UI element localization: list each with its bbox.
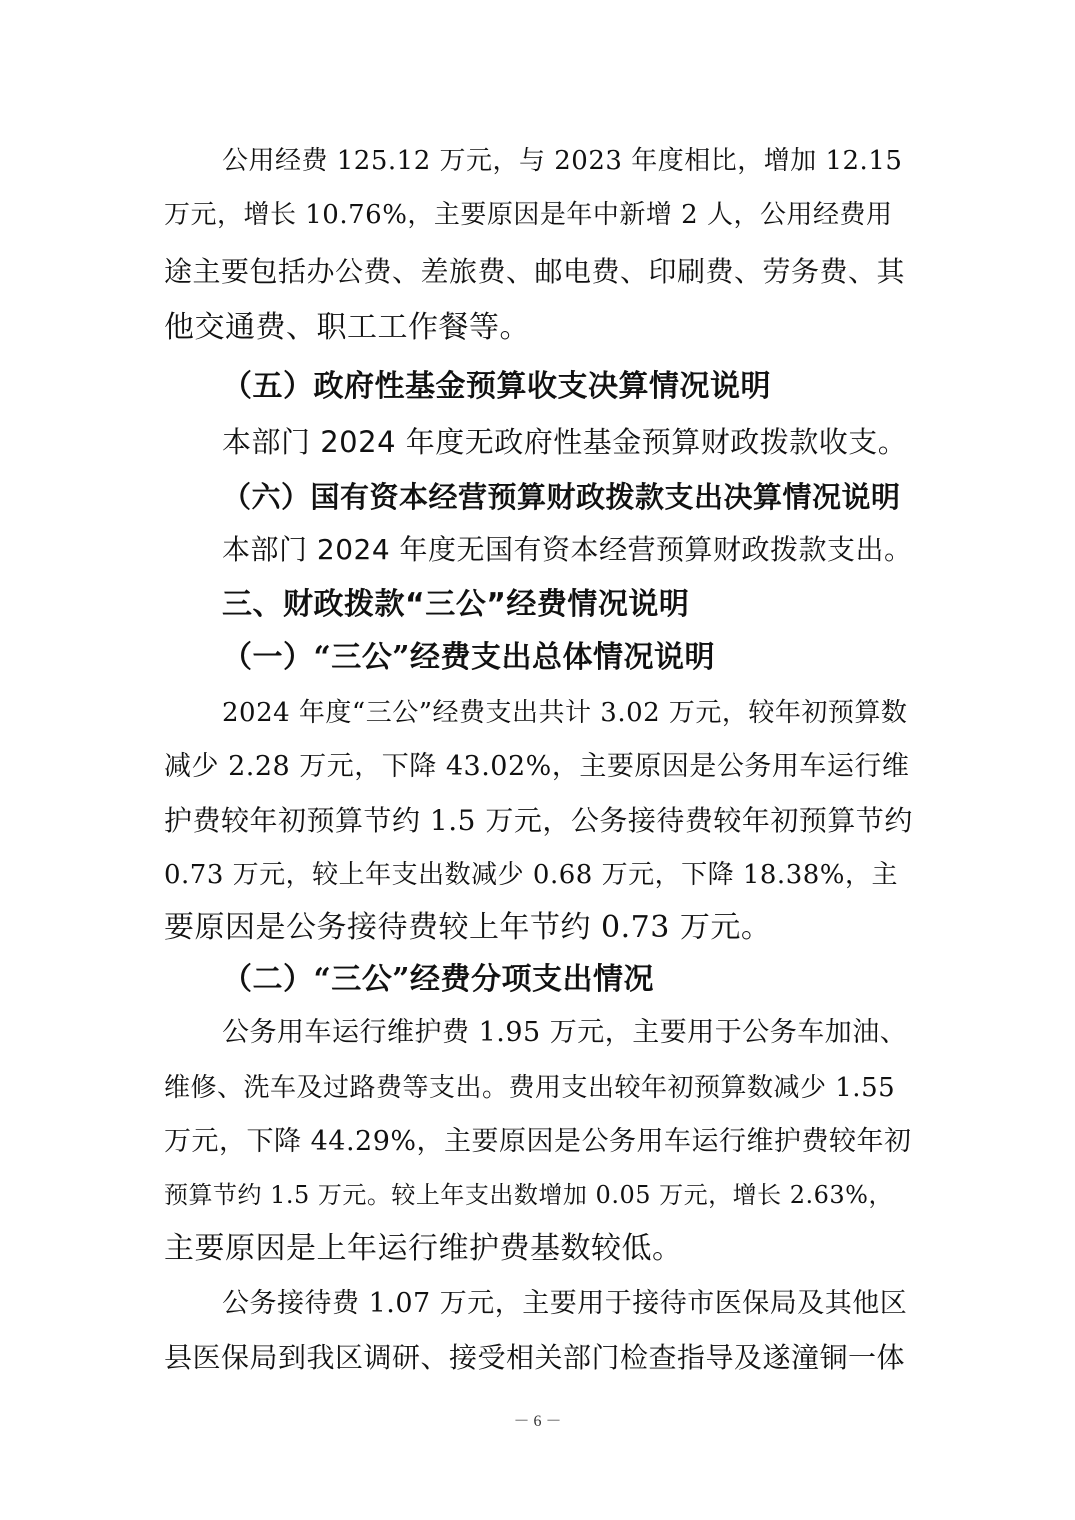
paragraph-line: 护费较年初预算节约 1.5 万元，公务接待费较年初预算节约 [164,804,913,837]
paragraph-line: 维修、洗车及过路费等支出。费用支出较年初预算数减少 1.55 [164,1073,896,1103]
paragraph-line: 公务用车运行维护费 1.95 万元，主要用于公务车加油、 [222,1017,908,1048]
paragraph-line: 0.73 万元，较上年支出数减少 0.68 万元，下降 18.38%，主 [164,860,898,890]
section-heading: 三、财政拨款“三公”经费情况说明 [222,587,690,622]
paragraph-line: 本部门 2024 年度无政府性基金预算财政拨款收支。 [222,425,908,459]
paragraph-line: 2024 年度“三公”经费支出共计 3.02 万元，较年初预算数 [222,698,908,728]
paragraph-line: 预算节约 1.5 万元。较上年支出数增加 0.05 万元，增长 2.63%， [164,1181,893,1209]
section-subheading: （六）国有资本经营预算财政拨款支出决算情况说明 [222,480,901,514]
section-subheading: （一）“三公”经费支出总体情况说明 [222,640,716,675]
paragraph-line: 公务接待费 1.07 万元，主要用于接待市医保局及其他区 [222,1288,908,1319]
paragraph-line: 他交通费、职工工作餐等。 [164,310,530,345]
paragraph-line: 公用经费 125.12 万元，与 2023 年度相比，增加 12.15 [222,146,903,176]
paragraph-line: 本部门 2024 年度无国有资本经营预算财政拨款支出。 [222,533,913,566]
paragraph-line: 万元，增长 10.76%，主要原因是年中新增 2 人，公用经费用 [164,200,893,230]
paragraph-line: 减少 2.28 万元，下降 43.02%，主要原因是公务用车运行维 [164,751,910,782]
section-subheading: （五）政府性基金预算收支决算情况说明 [222,369,771,404]
paragraph-line: 要原因是公务接待费较上年节约 0.73 万元。 [164,910,772,945]
paragraph-line: 主要原因是上年运行维护费基数较低。 [164,1231,683,1266]
section-subheading: （二）“三公”经费分项支出情况 [222,962,655,997]
paragraph-line: 途主要包括办公费、差旅费、邮电费、印刷费、劳务费、其 [164,255,906,288]
paragraph-line: 县医保局到我区调研、接受相关部门检查指导及遂潼铜一体 [164,1341,906,1374]
paragraph-line: 万元，下降 44.29%，主要原因是公务用车运行维护费较年初 [164,1126,912,1157]
page-number: － 6 － [513,1413,562,1430]
